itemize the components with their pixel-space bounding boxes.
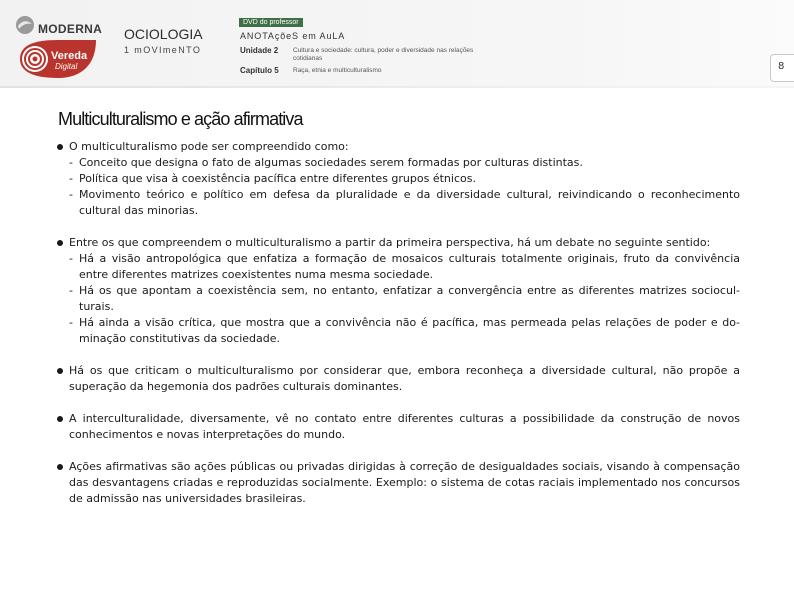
chapter-label: Capítulo 5 (240, 66, 279, 75)
sub-item-text: Política que visa à coexistência pacífica entre diferentes grupos étnicos. (79, 172, 476, 185)
section-label: ANOTAçõeS em AuLA (240, 31, 346, 41)
bullet-dot-icon (57, 416, 63, 422)
bullet-item (56, 235, 740, 347)
bullet-dot-icon (57, 144, 63, 150)
bullet-dot-icon (57, 464, 63, 470)
bullet-item (56, 459, 740, 507)
sub-item: - Há ainda a visão crítica, que mostra que a convivência não é pacífica, mas permeada pelas relações de poder e dominação constitutivas da sociedade. (69, 316, 740, 345)
sub-item: - Conceito que designa o fato de algumas sociedades serem formadas por culturas distintas. (69, 156, 583, 169)
unit-value: Cultura e sociedade: cultura, poder e diversidade nas relações cotidianas (293, 47, 474, 62)
bullet-item (56, 139, 740, 219)
sub-item-text: Há a visão antropológica que enfatiza a formação de mosaicos culturais totalmente originais, fruto da convivência entre diferentes matrizes coexistentes numa mesma sociedade. (79, 252, 740, 281)
chapter-value: Raça, etnia e multiculturalismo (293, 67, 382, 74)
sub-item-text: Há os que apontam a coexistência sem, no entanto, enfatizar a convergência entre as diferentes matrizes socioculturais. (79, 284, 740, 313)
sub-item-text: Conceito que designa o fato de algumas sociedades serem formadas por culturas distintas. (79, 156, 583, 169)
sub-item: - Política que visa à coexistência pacífica entre diferentes grupos étnicos. (69, 172, 476, 185)
vereda-logo-text: Vereda (51, 50, 88, 62)
bullet-dot-icon (57, 368, 63, 374)
sub-item: - Há os que apontam a coexistência sem, no entanto, enfatizar a convergência entre as diferentes matrizes socioculturais. (69, 284, 740, 313)
bullet-text: Há os que criticam o multiculturalismo por considerar que, embora reconheça a diversidade cultural, não propõe a superação da hegemonia dos padrões culturais dominantes. (69, 364, 740, 393)
publisher-logo: MODERNA (38, 22, 103, 36)
moderna-logo-icon (14, 14, 36, 36)
header-divider (0, 86, 794, 88)
sub-item-text: Há ainda a visão crítica, que mostra que a convivência não é pacífica, mas permeada pelas relações de poder e dominação constitutivas da sociedade. (79, 316, 740, 345)
sub-item-text: Movimento teórico e político em defesa da pluralidade e da diversidade cultural, reivindicando o reconhecimento cultural das minorias. (79, 188, 740, 217)
bullet-text: O multiculturalismo pode ser compreendido como: (69, 140, 349, 153)
unit-label: Unidade 2 (240, 46, 279, 55)
content-body (56, 139, 740, 507)
bullet-text: Entre os que compreendem o multiculturalismo a partir da primeira perspectiva, há um debate no seguinte sentido: (69, 236, 711, 249)
series-label: 1 mOVImeNTO (124, 45, 202, 55)
bullet-item (56, 411, 740, 443)
bullet-item (56, 363, 740, 395)
page-number: 8 (778, 61, 785, 72)
bullet-dot-icon (57, 240, 63, 246)
dvd-badge: DVD do professor (239, 18, 303, 27)
sub-item: - Movimento teórico e político em defesa da pluralidade e da diversidade cultural, reivindicando o reconhecimento cultural das minorias. (69, 188, 740, 217)
page-title: Multiculturalismo e ação afirmativa (58, 109, 303, 129)
digital-logo-text: Digital (55, 62, 78, 71)
sub-item: - Há a visão antropológica que enfatiza a formação de mosaicos culturais totalmente originais, fruto da convivência entre diferentes matrizes coexistentes numa mesma sociedade. (69, 252, 740, 281)
bullet-text: A interculturalidade, diversamente, vê no contato entre diferentes culturas a possibilidade da construção de novos conhecimentos e novas interpretações do mundo. (69, 412, 740, 441)
bullet-text: Ações afirmativas são ações públicas ou privadas dirigidas à correção de desigualdades sociais, visando à compensação das desvantagens criadas e reproduzidas socialmente. Exemplo: o sistema de cotas raciais implementado nos concursos de admissão nas universidades brasileiras. (69, 460, 740, 505)
subject-title: OCIOLOGIA (124, 26, 203, 42)
